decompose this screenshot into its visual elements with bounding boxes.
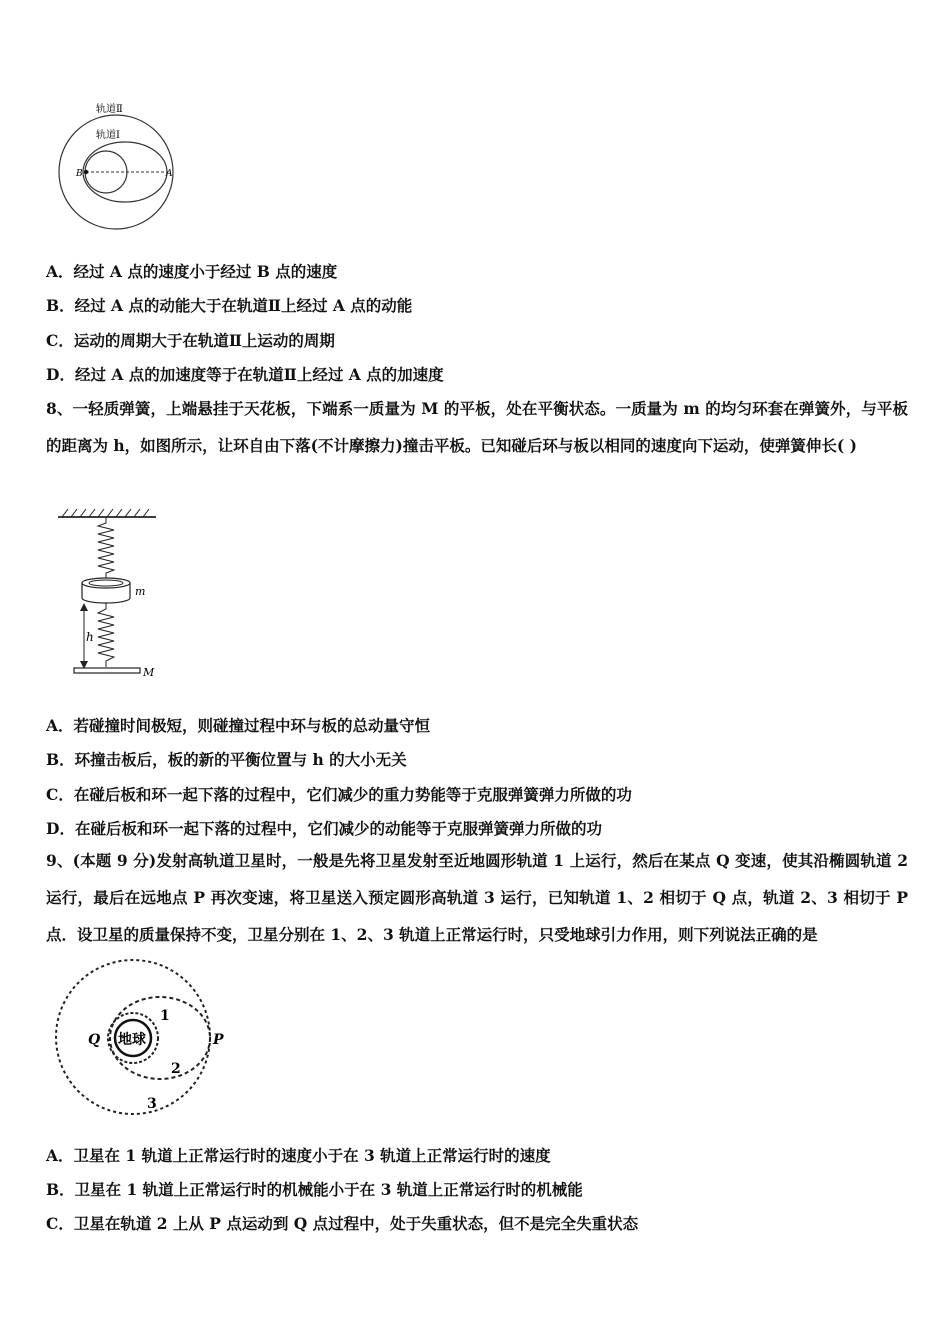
plate-rect	[74, 668, 140, 673]
orbit-2-number: 2	[171, 1061, 181, 1077]
q8-option-a: A．若碰撞时间极短，则碰撞过程中环与板的总动量守恒	[46, 716, 431, 735]
q7-option-b: B．经过 A 点的动能大于在轨道Ⅱ上经过 A 点的动能	[46, 296, 413, 315]
spring-upper	[98, 517, 114, 579]
q7-option-a: A．经过 A 点的速度小于经过 B 点的速度	[46, 262, 338, 281]
orbit-1-number: 1	[160, 1008, 170, 1024]
orbit-1-ellipse	[83, 142, 167, 202]
plate-mass-label: M	[143, 666, 155, 679]
q8-option-d: D．在碰后板和环一起下落的过程中，它们减少的动能等于克服弹簧弹力所做的功	[46, 819, 602, 838]
satellite-orbits-figure	[50, 958, 235, 1118]
height-label: h	[86, 630, 94, 644]
q9-option-a: A．卫星在 1 轨道上正常运行时的速度小于在 3 轨道上正常运行时的速度	[46, 1146, 551, 1165]
point-B-dot	[84, 170, 88, 174]
q8-option-b: B．环撞击板后，板的新的平衡位置与 h 的大小无关	[46, 750, 407, 769]
orbit-3-number: 3	[147, 1096, 157, 1112]
q9-option-c: C．卫星在轨道 2 上从 P 点运动到 Q 点过程中，处于失重状态，但不是完全失重状态	[46, 1214, 639, 1233]
orbit-2-label: 轨道Ⅱ	[96, 104, 123, 115]
q8-option-c: C．在碰后板和环一起下落的过程中，它们减少的重力势能等于克服弹簧弹力所做的功	[46, 785, 632, 804]
q7-option-d: D．经过 A 点的加速度等于在轨道Ⅱ上经过 A 点的加速度	[46, 365, 444, 384]
ceiling-hatch	[62, 509, 149, 517]
q8-stem: 8、一轻质弹簧，上端悬挂于天花板，下端系一质量为 M 的平板，处在平衡状态。一质量为 m 的均匀环套在弹簧外，与平板的距离为 h，如图所示，让环自由下落(不计摩擦力)撞击平板。已知碰后环与板以相同的速度向下运动，使弹簧伸长( )	[46, 399, 908, 455]
earth-label: 地球	[118, 1032, 146, 1048]
spring-lower	[98, 603, 114, 667]
point-P-label: P	[213, 1032, 224, 1048]
q9-stem: 9、(本题 9 分)发射高轨道卫星时，一般是先将卫星发射至近地圆形轨道 1 上运行，然后在某点 Q 变速，使其沿椭圆轨道 2 运行，最后在远地点 P 再次变速，将卫星送入预定圆形高轨道 3 运行，已知轨道 1、2 相切于 Q 点，轨道 2、3 相切于 P 点．设卫星的质量保持不变，卫星分别在 1、2、3 轨道上正常运行时，只受地球引力作用，则下列说法正确的是	[46, 851, 908, 944]
q9-option-b: B．卫星在 1 轨道上正常运行时的机械能小于在 3 轨道上正常运行时的机械能	[46, 1180, 583, 1199]
point-Q-label: Q	[88, 1032, 101, 1048]
orbit-diagram-figure	[44, 96, 194, 232]
point-B-label: B	[76, 169, 83, 179]
point-A-label: A	[166, 169, 173, 179]
h-arrow-up	[80, 603, 88, 611]
orbit-1-label: 轨道Ⅰ	[96, 130, 120, 141]
ring-mass-label: m	[135, 585, 146, 598]
q7-option-c: C．运动的周期大于在轨道Ⅱ上运动的周期	[46, 331, 335, 350]
spring-ring-figure	[44, 505, 184, 685]
